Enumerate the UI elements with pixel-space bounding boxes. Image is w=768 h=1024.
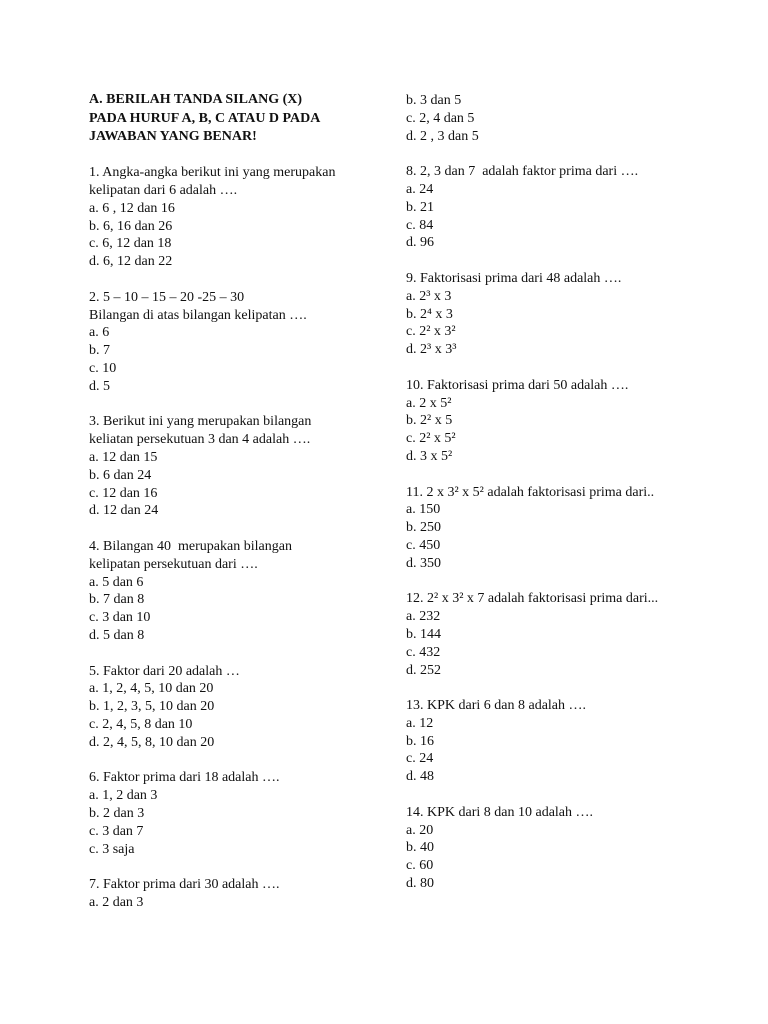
question-stem: 9. Faktorisasi prima dari 48 adalah …. bbox=[406, 270, 622, 286]
question-12 bbox=[406, 590, 736, 679]
left-column bbox=[89, 91, 389, 912]
section-title-line: A. BERILAH TANDA SILANG (X) bbox=[89, 92, 303, 107]
answer-option: a. 20 bbox=[406, 822, 434, 838]
question-14 bbox=[406, 804, 736, 893]
answer-option: a. 1, 2, 4, 5, 10 dan 20 bbox=[89, 681, 214, 697]
answer-option: d. 2³ x 3³ bbox=[406, 342, 457, 358]
answer-option: a. 150 bbox=[406, 502, 441, 518]
question-1 bbox=[89, 164, 389, 271]
answer-option: d. 48 bbox=[406, 769, 434, 785]
answer-option: b. 144 bbox=[406, 626, 441, 642]
question-7 bbox=[89, 876, 389, 912]
answer-option: c. 3 saja bbox=[89, 841, 135, 857]
question-5 bbox=[89, 663, 389, 752]
question-3 bbox=[89, 413, 389, 520]
question-stem: 14. KPK dari 8 dan 10 adalah …. bbox=[406, 804, 594, 820]
answer-option: d. 12 dan 24 bbox=[89, 503, 159, 519]
question-stem: 6. Faktor prima dari 18 adalah …. bbox=[89, 770, 280, 786]
answer-option: b. 2² x 5 bbox=[406, 413, 453, 429]
answer-option: b. 2 dan 3 bbox=[89, 805, 145, 821]
question-8 bbox=[406, 163, 736, 252]
answer-option: a. 12 bbox=[406, 715, 434, 731]
answer-option: c. 2² x 5² bbox=[406, 431, 456, 447]
answer-option: b. 7 bbox=[89, 343, 110, 359]
question-stem: 12. 2² x 3² x 7 adalah faktorisasi prima dari... bbox=[406, 591, 659, 607]
answer-option: a. 6 , 12 dan 16 bbox=[89, 200, 175, 216]
answer-option: c. 2, 4 dan 5 bbox=[406, 110, 475, 126]
answer-option: b. 1, 2, 3, 5, 10 dan 20 bbox=[89, 699, 215, 715]
question-stem: 4. Bilangan 40 merupakan bilangan bbox=[89, 539, 292, 555]
question-9 bbox=[406, 270, 736, 359]
answer-option: b. 250 bbox=[406, 520, 441, 536]
answer-option: a. 24 bbox=[406, 181, 434, 197]
answer-option: d. 5 dan 8 bbox=[89, 628, 145, 644]
question-stem: kelipatan persekutuan dari …. bbox=[89, 556, 258, 572]
answer-option: a. 2³ x 3 bbox=[406, 288, 452, 304]
answer-option: d. 2, 4, 5, 8, 10 dan 20 bbox=[89, 734, 215, 750]
answer-option: c. 2² x 3² bbox=[406, 324, 456, 340]
answer-option: c. 12 dan 16 bbox=[89, 485, 158, 501]
question-stem: 5. Faktor dari 20 adalah … bbox=[89, 663, 240, 679]
answer-option: a. 2 x 5² bbox=[406, 395, 452, 411]
question-4 bbox=[89, 538, 389, 645]
question-stem: 11. 2 x 3² x 5² adalah faktorisasi prima dari.. bbox=[406, 484, 655, 500]
answer-option: b. 3 dan 5 bbox=[406, 93, 462, 108]
question-2 bbox=[89, 289, 389, 396]
question-stem: 7. Faktor prima dari 30 adalah …. bbox=[89, 877, 280, 893]
question-10 bbox=[406, 377, 736, 466]
question-stem: 8. 2, 3 dan 7 adalah faktor prima dari …. bbox=[406, 164, 639, 180]
answer-option: a. 5 dan 6 bbox=[89, 574, 144, 590]
answer-option: b. 40 bbox=[406, 840, 434, 856]
answer-option: b. 21 bbox=[406, 199, 434, 215]
answer-option: b. 6, 16 dan 26 bbox=[89, 218, 173, 234]
answer-option: b. 2⁴ x 3 bbox=[406, 306, 453, 322]
question-stem: 2. 5 – 10 – 15 – 20 -25 – 30 bbox=[89, 289, 245, 305]
question-11 bbox=[406, 484, 736, 573]
answer-option: c. 10 bbox=[89, 361, 117, 377]
answer-option: d. 96 bbox=[406, 235, 434, 251]
question-stem: 1. Angka-angka berikut ini yang merupakan bbox=[89, 165, 336, 181]
answer-option: a. 12 dan 15 bbox=[89, 450, 158, 466]
answer-option: b. 7 dan 8 bbox=[89, 592, 145, 608]
answer-option: b. 16 bbox=[406, 733, 434, 749]
question-stem: kelipatan dari 6 adalah …. bbox=[89, 183, 238, 199]
question-stem: 10. Faktorisasi prima dari 50 adalah …. bbox=[406, 377, 629, 393]
answer-option: d. 350 bbox=[406, 555, 441, 571]
answer-option: c. 24 bbox=[406, 751, 434, 767]
answer-option: a. 6 bbox=[89, 325, 110, 341]
answer-option: a. 2 dan 3 bbox=[89, 894, 144, 910]
answer-option: d. 2 , 3 dan 5 bbox=[406, 128, 479, 144]
question-6 bbox=[89, 769, 389, 858]
answer-option: c. 3 dan 10 bbox=[89, 610, 151, 626]
answer-option: d. 6, 12 dan 22 bbox=[89, 254, 173, 270]
answer-option: c. 432 bbox=[406, 644, 441, 660]
answer-option: d. 80 bbox=[406, 876, 434, 892]
question-stem: 3. Berikut ini yang merupakan bilangan bbox=[89, 414, 312, 430]
question-stem: 13. KPK dari 6 dan 8 adalah …. bbox=[406, 698, 587, 714]
section-title bbox=[89, 91, 389, 147]
answer-option: c. 84 bbox=[406, 217, 434, 233]
section-title-line: JAWABAN YANG BENAR! bbox=[89, 129, 257, 144]
right-column bbox=[406, 92, 736, 893]
section-title-line: PADA HURUF A, B, C ATAU D PADA bbox=[89, 110, 321, 126]
question-stem: Bilangan di atas bilangan kelipatan …. bbox=[89, 307, 307, 323]
answer-option: c. 3 dan 7 bbox=[89, 823, 144, 839]
answer-option: a. 232 bbox=[406, 609, 441, 625]
answer-option: c. 60 bbox=[406, 858, 434, 874]
question-13 bbox=[406, 697, 736, 786]
answer-option: d. 3 x 5² bbox=[406, 448, 453, 464]
question-7-continued bbox=[406, 92, 736, 145]
question-stem: keliatan persekutuan 3 dan 4 adalah …. bbox=[89, 432, 311, 448]
answer-option: c. 2, 4, 5, 8 dan 10 bbox=[89, 717, 193, 732]
answer-option: c. 6, 12 dan 18 bbox=[89, 236, 172, 252]
answer-option: d. 5 bbox=[89, 378, 110, 394]
answer-option: d. 252 bbox=[406, 662, 441, 678]
answer-option: a. 1, 2 dan 3 bbox=[89, 788, 158, 804]
answer-option: b. 6 dan 24 bbox=[89, 467, 152, 483]
answer-option: c. 450 bbox=[406, 537, 441, 553]
